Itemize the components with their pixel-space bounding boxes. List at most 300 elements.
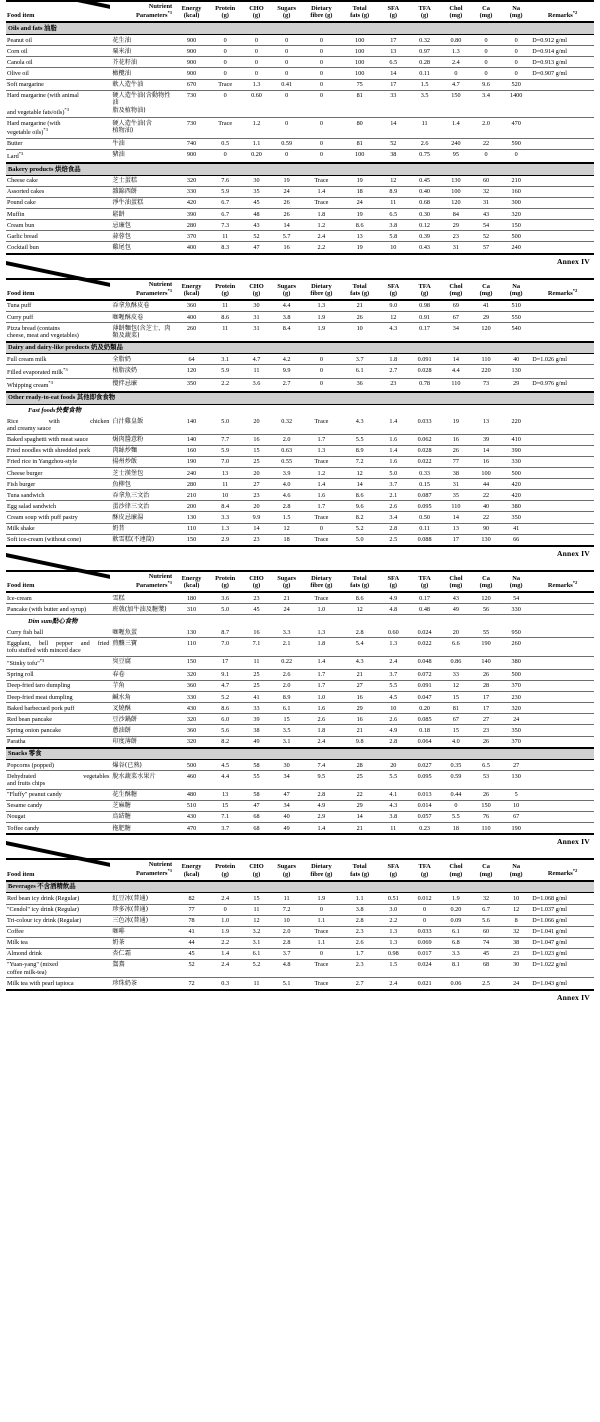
cell-value-2: 0 bbox=[241, 68, 271, 79]
cell-value-1: 4.5 bbox=[209, 760, 241, 771]
header-col-name: Protein bbox=[215, 574, 236, 582]
cell-value-6: 1.3 bbox=[378, 937, 408, 948]
cell-food-item-zh: 吞拿魚酥皮卷 bbox=[110, 300, 174, 312]
header-nutrient-parameters bbox=[110, 572, 174, 592]
header-col-protein bbox=[209, 860, 241, 880]
header-col-name: Dietary bbox=[311, 282, 332, 290]
header-food-item bbox=[6, 280, 110, 300]
cell-remarks bbox=[531, 812, 594, 823]
header-col-unit: (g) bbox=[389, 582, 398, 590]
cell-value-7: 0.43 bbox=[408, 242, 440, 254]
cell-food-item-en bbox=[6, 604, 110, 615]
cell-value-2: 35 bbox=[241, 187, 271, 198]
cell-value-6: 11 bbox=[378, 823, 408, 835]
cell-empty-11 bbox=[531, 332, 594, 342]
food-item-footnote: *3 bbox=[63, 366, 68, 372]
cell-empty-4 bbox=[302, 332, 341, 342]
header-col-unit: (mg) bbox=[479, 12, 493, 20]
cell-value-5: 16 bbox=[341, 692, 378, 703]
cell-empty-11 bbox=[531, 127, 594, 138]
cell-value-4: 2.8 bbox=[302, 789, 341, 800]
cell-value-7: 0.017 bbox=[408, 948, 440, 959]
cell-remarks: D=0.976 g/ml bbox=[531, 378, 594, 392]
cell-food-item-zh: 三色冰(普通) bbox=[110, 915, 174, 926]
cell-value-4: 0 bbox=[302, 35, 341, 46]
cell-value-3: 4.2 bbox=[272, 354, 302, 365]
cell-empty-4 bbox=[302, 107, 341, 118]
cell-value-9: 150 bbox=[471, 800, 501, 811]
cell-empty-1 bbox=[209, 425, 241, 434]
cell-value-8: 34 bbox=[452, 324, 459, 332]
cell-remarks bbox=[531, 312, 594, 323]
cell-value-6: 2.8 bbox=[378, 736, 408, 748]
header-col-name: Energy bbox=[181, 282, 202, 290]
cell-value-6: 10 bbox=[378, 703, 408, 714]
header-col-unit: (g) bbox=[282, 289, 291, 297]
food-item-en-text: Milk tea bbox=[7, 939, 28, 947]
header-col-name: SFA bbox=[387, 863, 400, 871]
cell-value-10: 23 bbox=[501, 948, 531, 959]
cell-value-10: 66 bbox=[501, 534, 531, 546]
cell-food-item-en bbox=[6, 534, 110, 546]
cell-value-7: 0.11 bbox=[408, 523, 440, 534]
header-col-sfa bbox=[378, 860, 408, 880]
cell-value-5: 5.2 bbox=[341, 523, 378, 534]
cell-value-2: 68 bbox=[241, 812, 271, 823]
cell-value-10: 30 bbox=[513, 961, 520, 969]
cell-value-3: 0.22 bbox=[272, 656, 302, 669]
table-row bbox=[6, 893, 594, 904]
cell-empty-7 bbox=[408, 969, 440, 978]
cell-value-7: 0.091 bbox=[408, 354, 440, 365]
cell-value-10: 40 bbox=[501, 354, 531, 365]
cell-food-item-zh: 印度薄餅 bbox=[110, 736, 174, 748]
cell-value-4: Trace bbox=[302, 512, 341, 523]
cell-value-6: 3.8 bbox=[378, 220, 408, 231]
cell-value-7: 0.069 bbox=[408, 937, 440, 948]
cell-value-4: 1.9 bbox=[302, 893, 341, 904]
food-item-en-text: Baked spaghetti with meat sauce bbox=[7, 436, 89, 444]
cell-value-0: 280 bbox=[174, 479, 209, 490]
table-row bbox=[6, 118, 594, 127]
cell-empty-2 bbox=[241, 969, 271, 978]
cell-value-10: 130 bbox=[511, 772, 521, 780]
food-item-en-text: Cream soup with puff pastry bbox=[7, 513, 78, 521]
table-row bbox=[6, 904, 594, 915]
cell-value-10: 420 bbox=[501, 479, 531, 490]
cell-food-item-zh: 雜錦西餅 bbox=[110, 187, 174, 198]
cell-value-3: 0.32 bbox=[281, 417, 293, 425]
cell-food-item-en bbox=[6, 187, 110, 198]
cell-food-item-en bbox=[6, 365, 110, 378]
food-item-en-text: Soft ice-cream (without cone) bbox=[7, 536, 82, 544]
cell-value-2: 45 bbox=[241, 198, 271, 209]
cell-value-10: 0 bbox=[501, 68, 531, 79]
header-col-sfa bbox=[378, 572, 408, 592]
cell-food-item-en bbox=[6, 35, 110, 46]
cell-value-3: 14 bbox=[272, 220, 302, 231]
cell-value-6: 0.60 bbox=[378, 627, 408, 638]
food-item-zh-text: 煎釀三寶 bbox=[112, 639, 138, 647]
food-item-en-text: Red bean pancake bbox=[7, 715, 53, 723]
table-row bbox=[6, 79, 594, 90]
cell-value-7: 0.033 bbox=[417, 417, 432, 425]
cell-value-3: 2.0 bbox=[272, 926, 302, 937]
cell-value-10: 330 bbox=[501, 457, 531, 468]
cell-value-6: 2.6 bbox=[378, 501, 408, 512]
section-title-zh: 奶及奶類品 bbox=[90, 343, 123, 352]
header-col-ca bbox=[471, 860, 501, 880]
cell-value-8: 6.1 bbox=[441, 926, 471, 937]
header-col-unit: (g) bbox=[221, 12, 229, 20]
cell-value-9: 55 bbox=[471, 627, 501, 638]
header-col-unit: (kcal) bbox=[183, 12, 200, 20]
cell-value-9: 220 bbox=[471, 365, 501, 378]
cell-value-3: 10 bbox=[272, 915, 302, 926]
cell-value-4: 1.0 bbox=[302, 692, 341, 703]
cell-food-item-zh: 芥花籽油 bbox=[110, 57, 174, 68]
cell-value-4: 0 bbox=[302, 378, 341, 392]
cell-value-3: 8.4 bbox=[282, 324, 291, 332]
section-title-en: Other ready-to-eat foods bbox=[8, 394, 77, 402]
cell-value-1: 11 bbox=[222, 324, 229, 332]
table-row bbox=[6, 703, 594, 714]
cell-value-1: 8.7 bbox=[209, 627, 241, 638]
cell-food-item-en bbox=[6, 703, 110, 714]
header-remarks bbox=[531, 860, 594, 880]
cell-value-3: 1.5 bbox=[272, 512, 302, 523]
cell-value-7: 0.024 bbox=[417, 961, 432, 969]
cell-value-2: 27 bbox=[241, 479, 271, 490]
cell-empty-11 bbox=[531, 647, 594, 656]
header-nutrient-parameters-footnote: *1 bbox=[167, 579, 173, 585]
table-row bbox=[6, 138, 594, 149]
cell-food-item-zh: 揚州炒飯 bbox=[110, 457, 174, 468]
cell-empty-8 bbox=[441, 969, 471, 978]
header-col-name: SFA bbox=[387, 574, 400, 582]
cell-value-10: 350 bbox=[501, 725, 531, 736]
cell-remarks bbox=[531, 175, 594, 186]
cell-empty-7 bbox=[408, 107, 440, 118]
cell-value-7: 0.20 bbox=[408, 703, 440, 714]
header-col-name: CHO bbox=[249, 282, 264, 290]
header-col-unit: (g) bbox=[389, 12, 398, 20]
cell-empty-9 bbox=[471, 332, 501, 342]
cell-value-5: 80 bbox=[356, 119, 363, 127]
cell-value-9: 6.7 bbox=[471, 904, 501, 915]
cell-remarks bbox=[531, 457, 594, 468]
cell-value-9: 26 bbox=[471, 789, 501, 800]
cell-value-9: 2.5 bbox=[471, 978, 501, 990]
header-remarks bbox=[531, 280, 594, 300]
cell-empty-6 bbox=[378, 107, 408, 118]
diagonal-divider-icon bbox=[6, 0, 110, 9]
cell-value-5: 5.0 bbox=[341, 534, 378, 546]
header-nutrient-parameters-footnote: *1 bbox=[167, 287, 173, 293]
cell-empty-8 bbox=[441, 780, 471, 789]
cell-empty-0 bbox=[174, 425, 209, 434]
cell-value-0: 82 bbox=[174, 893, 209, 904]
cell-remarks bbox=[531, 416, 594, 425]
cell-food-item-zh: 蔥油餅 bbox=[110, 725, 174, 736]
cell-value-3: 5.7 bbox=[272, 231, 302, 242]
header-remarks-label: Remarks bbox=[547, 870, 573, 878]
cell-value-9: 22 bbox=[471, 490, 501, 501]
header-remarks bbox=[531, 2, 594, 22]
cell-value-1: 9.1 bbox=[209, 670, 241, 681]
header-col-unit: (mg) bbox=[509, 289, 523, 297]
header-col-unit: fats (g) bbox=[350, 582, 370, 590]
cell-value-4: 1.4 bbox=[302, 823, 341, 835]
cell-value-10: 410 bbox=[501, 434, 531, 445]
cell-value-10: 500 bbox=[501, 670, 531, 681]
food-item-en-text: Popcorns (popped) bbox=[7, 761, 54, 769]
cell-value-0: 190 bbox=[174, 457, 209, 468]
food-item-zh-text: 鴛鴦 bbox=[112, 961, 125, 969]
cell-value-1: 5.6 bbox=[209, 725, 241, 736]
cell-remarks bbox=[531, 823, 594, 835]
cell-value-9: 40 bbox=[471, 501, 501, 512]
cell-value-6: 2.8 bbox=[378, 523, 408, 534]
cell-value-4: 1.3 bbox=[302, 627, 341, 638]
cell-value-2: 30 bbox=[241, 300, 271, 312]
cell-value-9: 9.6 bbox=[471, 79, 501, 90]
cell-empty-0 bbox=[174, 332, 209, 342]
cell-value-6: 6.5 bbox=[378, 57, 408, 68]
header-col-sfa bbox=[378, 280, 408, 300]
cell-value-3: 0 bbox=[285, 119, 289, 127]
cell-value-9: 53 bbox=[482, 772, 490, 780]
cell-value-2: 38 bbox=[241, 725, 271, 736]
cell-value-0: 360 bbox=[174, 681, 209, 692]
food-item-en-text: "Yuan-yang" (mixed bbox=[7, 961, 58, 969]
cell-food-item-zh bbox=[110, 118, 174, 127]
cell-value-3: 0.63 bbox=[272, 445, 302, 456]
cell-value-3: 3.5 bbox=[272, 725, 302, 736]
cell-value-7: 0.028 bbox=[408, 445, 440, 456]
cell-food-item-en bbox=[6, 592, 110, 604]
cell-food-item-zh: 蛋沙律三文治 bbox=[110, 501, 174, 512]
cell-value-5: 21 bbox=[341, 670, 378, 681]
food-item-en-text: Hard margarine (with animal bbox=[7, 92, 79, 100]
cell-value-2: 25 bbox=[241, 457, 271, 468]
cell-value-5: 2.7 bbox=[341, 978, 378, 990]
header-col-unit: fats (g) bbox=[350, 12, 370, 20]
table-row bbox=[6, 656, 594, 669]
section-title-zh: 烘焙食品 bbox=[55, 164, 81, 173]
cell-value-2: 48 bbox=[241, 209, 271, 220]
cell-value-7: 0.057 bbox=[408, 812, 440, 823]
cell-value-4: 1.7 bbox=[302, 681, 341, 692]
header-col-name: CHO bbox=[249, 574, 264, 582]
header-col-name: TFA bbox=[418, 863, 431, 871]
cell-value-4: 1.4 bbox=[302, 479, 341, 490]
nutrition-table-page-4 bbox=[6, 858, 594, 990]
cell-food-item-zh: 杏仁霜 bbox=[110, 948, 174, 959]
header-col-dietary bbox=[302, 280, 341, 300]
cell-value-3: 0 bbox=[285, 92, 289, 100]
header-col-unit: (g) bbox=[252, 582, 261, 590]
cell-food-item-zh: 紅豆冰(普通) bbox=[110, 893, 174, 904]
cell-value-1: 7.6 bbox=[209, 175, 241, 186]
cell-empty-9 bbox=[471, 780, 501, 789]
food-item-en-text: Almond drink bbox=[7, 950, 42, 958]
cell-value-0: 150 bbox=[174, 656, 209, 669]
cell-value-4: 2.4 bbox=[302, 736, 341, 748]
cell-food-item-zh: 奶昔 bbox=[110, 523, 174, 534]
cell-value-6: 3.0 bbox=[378, 904, 408, 915]
cell-empty-8 bbox=[441, 127, 471, 138]
cell-value-7: 0.91 bbox=[408, 312, 440, 323]
cell-value-9: 16 bbox=[471, 457, 501, 468]
cell-value-3: 9.9 bbox=[272, 365, 302, 378]
cell-value-8: 13 bbox=[441, 523, 471, 534]
cell-value-9: 41 bbox=[471, 300, 501, 312]
cell-value-9: 28 bbox=[471, 681, 501, 692]
cell-empty-2 bbox=[241, 332, 271, 342]
table-row bbox=[6, 300, 594, 312]
cell-value-7: 0 bbox=[408, 904, 440, 915]
cell-value-5: 19 bbox=[341, 242, 378, 254]
cell-value-9: 0 bbox=[471, 150, 501, 164]
nutrition-table-body bbox=[6, 279, 594, 546]
cell-value-0: 310 bbox=[174, 604, 209, 615]
cell-food-item-en bbox=[6, 175, 110, 186]
cell-food-item-zh: 軟雪糕(不連筒) bbox=[110, 534, 174, 546]
header-remarks-footnote: *2 bbox=[572, 287, 578, 293]
cell-value-8: 3.3 bbox=[441, 948, 471, 959]
nutrition-table-page-3 bbox=[6, 570, 594, 836]
cell-value-5: 22 bbox=[341, 789, 378, 800]
table-row bbox=[6, 789, 594, 800]
cell-value-8: 1.4 bbox=[452, 119, 460, 127]
cell-value-0: 900 bbox=[174, 150, 209, 164]
cell-food-item-en bbox=[6, 312, 110, 323]
cell-value-5: 8.2 bbox=[341, 512, 378, 523]
header-col-chol bbox=[441, 860, 471, 880]
cell-empty-5 bbox=[341, 425, 378, 434]
cell-value-9: 23 bbox=[471, 725, 501, 736]
cell-value-5: 27 bbox=[341, 681, 378, 692]
cell-value-8: 2.4 bbox=[441, 57, 471, 68]
cell-value-3: 0 bbox=[272, 35, 302, 46]
header-remarks-footnote: *2 bbox=[572, 868, 578, 874]
cell-food-item-en bbox=[6, 937, 110, 948]
cell-value-4: 0 bbox=[302, 365, 341, 378]
cell-food-item-zh-cont: 類及蔬菜) bbox=[110, 332, 174, 342]
cell-food-item-en bbox=[6, 789, 110, 800]
cell-value-8: 0.44 bbox=[441, 789, 471, 800]
cell-remarks: D=0.914 g/ml bbox=[531, 46, 594, 57]
cell-empty-0 bbox=[174, 647, 209, 656]
subsection-header-cell bbox=[6, 404, 594, 416]
cell-value-6: 14 bbox=[390, 119, 397, 127]
section-header-cell bbox=[6, 881, 594, 893]
cell-value-8: 1.9 bbox=[441, 893, 471, 904]
cell-food-item-en bbox=[6, 209, 110, 220]
cell-remarks: D=1.041 g/ml bbox=[531, 926, 594, 937]
cell-value-3: 26 bbox=[272, 209, 302, 220]
header-col-tfa bbox=[408, 2, 440, 22]
food-item-en-text: Full cream milk bbox=[7, 355, 47, 363]
header-col-na bbox=[501, 572, 531, 592]
header-nutrient-parameters bbox=[110, 860, 174, 880]
section-header-row bbox=[6, 22, 594, 34]
table-row bbox=[6, 175, 594, 186]
cell-food-item-en bbox=[6, 915, 110, 926]
cell-remarks: D=1.043 g/ml bbox=[531, 978, 594, 990]
cell-value-5: 28 bbox=[341, 760, 378, 771]
cell-value-8: 16 bbox=[441, 434, 471, 445]
cell-value-5: 3.8 bbox=[341, 904, 378, 915]
cell-value-8: 5.5 bbox=[441, 812, 471, 823]
cell-value-8: 19 bbox=[452, 417, 459, 425]
cell-value-3: 24 bbox=[272, 187, 302, 198]
cell-value-10: 24 bbox=[501, 978, 531, 990]
section-title-en: Beverages bbox=[8, 883, 38, 891]
cell-value-2: 45 bbox=[241, 604, 271, 615]
cell-value-5: 9.6 bbox=[341, 501, 378, 512]
cell-value-2: 5.2 bbox=[252, 961, 261, 969]
cell-value-8: 8.1 bbox=[452, 961, 460, 969]
cell-value-0: 350 bbox=[174, 378, 209, 392]
header-col-unit: (mg) bbox=[509, 12, 523, 20]
nutrition-table-page-1 bbox=[6, 0, 594, 255]
cell-food-item-zh: 豬油 bbox=[110, 150, 174, 164]
cell-food-item-zh: 春卷 bbox=[110, 670, 174, 681]
cell-value-1: 8.4 bbox=[209, 501, 241, 512]
header-food-item-label: Food item bbox=[7, 12, 35, 20]
food-item-en-text: "Stinky tofu" bbox=[7, 660, 40, 668]
cell-value-10: 10 bbox=[501, 893, 531, 904]
cell-value-1: 13 bbox=[209, 789, 241, 800]
cell-food-item-en bbox=[6, 760, 110, 771]
cell-food-item-zh: 雪糕 bbox=[110, 592, 174, 604]
cell-value-5: 100 bbox=[341, 150, 378, 164]
cell-food-item-zh: 咖喱魚蛋 bbox=[110, 627, 174, 638]
annex-label: Annex IV bbox=[556, 837, 590, 847]
cell-remarks bbox=[531, 242, 594, 254]
cell-value-0: 210 bbox=[174, 490, 209, 501]
cell-value-1: 2.2 bbox=[209, 378, 241, 392]
table-row bbox=[6, 926, 594, 937]
cell-value-0: 320 bbox=[174, 714, 209, 725]
table-row bbox=[6, 534, 594, 546]
header-nutrient-parameters-label: Nutrient Parameters bbox=[135, 861, 173, 878]
cell-value-3: 3.1 bbox=[272, 736, 302, 748]
cell-value-0: 900 bbox=[174, 35, 209, 46]
cell-value-2: 52 bbox=[241, 231, 271, 242]
cell-value-4: 1.3 bbox=[302, 445, 341, 456]
cell-value-6: 5.5 bbox=[378, 681, 408, 692]
table-row bbox=[6, 209, 594, 220]
cell-remarks bbox=[531, 714, 594, 725]
cell-value-10: 0 bbox=[501, 46, 531, 57]
cell-food-item-zh: 芋角 bbox=[110, 681, 174, 692]
cell-empty-6 bbox=[378, 332, 408, 342]
cell-value-4: 0 bbox=[302, 354, 341, 365]
cell-value-1: 5.9 bbox=[209, 365, 241, 378]
cell-empty-4 bbox=[302, 969, 341, 978]
table-row bbox=[6, 627, 594, 638]
cell-value-2: 11 bbox=[241, 656, 271, 669]
food-item-en-text: "Fluffy" peanut candy bbox=[7, 791, 62, 799]
cell-value-3: 15 bbox=[272, 714, 302, 725]
cell-value-5: 25 bbox=[356, 772, 363, 780]
cell-value-8: 1.3 bbox=[441, 46, 471, 57]
cell-value-9: 32 bbox=[471, 893, 501, 904]
cell-value-1: Trace bbox=[218, 119, 233, 127]
